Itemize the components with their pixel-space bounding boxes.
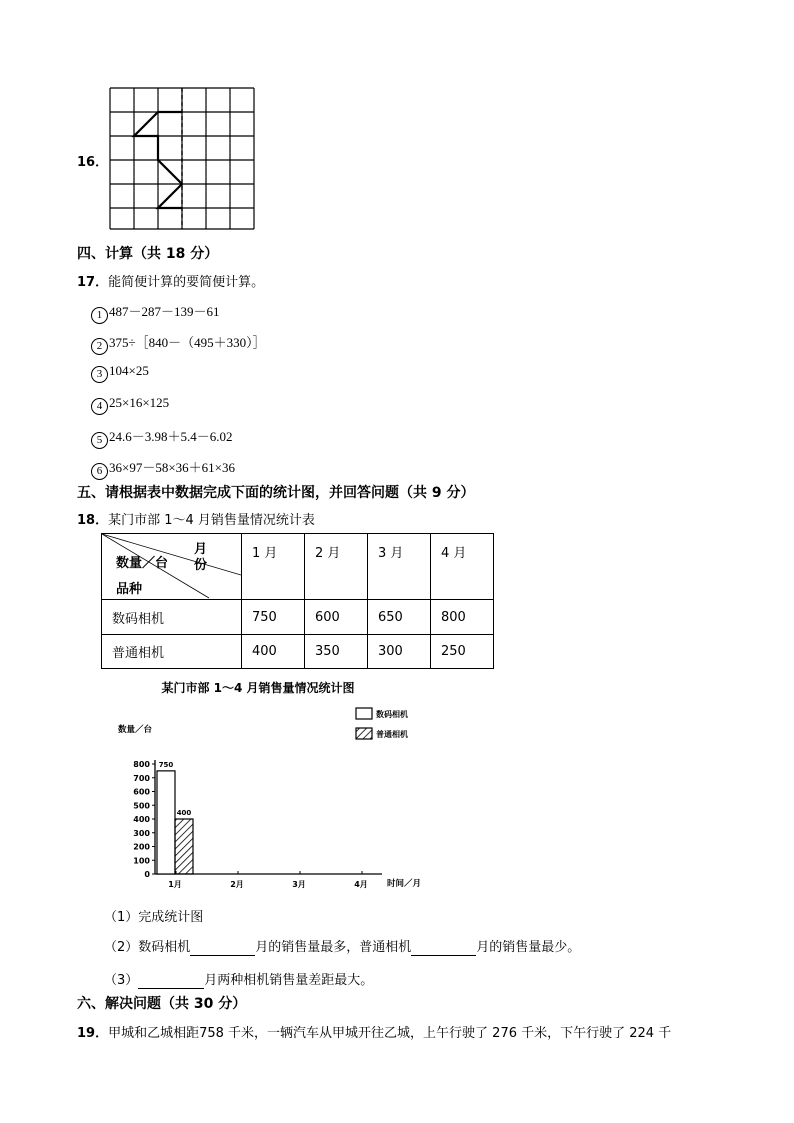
table-cell: 600 (305, 600, 368, 635)
header-quantity-label: 数量／台 (116, 556, 169, 571)
bar-data-label: 750 (158, 760, 174, 769)
bar-digital-1 (157, 771, 175, 874)
section-heading-5: 五、请根据表中数据完成下面的统计图，并回答问题（共 9 分） (77, 485, 475, 501)
calc-item-6 (91, 457, 235, 480)
bar-ordinary-1 (175, 819, 193, 874)
circled-number-3: 3 (91, 366, 108, 383)
calc-expression-1: 487－287－139－61 (109, 304, 220, 319)
table-cell: 750 (242, 600, 305, 635)
calc-expression-2: 375÷［840－（495＋330）］ (109, 335, 266, 350)
row-label-ordinary: 普通相机 (102, 635, 242, 669)
sub-question-2-part-b: 月的销售量最多，普通相机 (255, 940, 412, 955)
calc-item-4 (91, 395, 169, 415)
chart-title: 某门市部 1～4 月销售量情况统计图 (161, 681, 355, 695)
calc-item-1 (91, 301, 220, 324)
table-header-diagonal-cell (102, 534, 242, 600)
chart-y-axis-label: 数量／台 (118, 725, 153, 735)
circled-number-4: 4 (91, 398, 108, 415)
sub-question-2 (104, 936, 580, 956)
calc-expression-6: 36×97－58×36＋61×36 (109, 460, 235, 475)
question-18 (77, 509, 315, 528)
row-label-digital: 数码相机 (102, 600, 242, 635)
x-tick-label: 3月 (292, 880, 306, 889)
calc-item-5 (91, 426, 233, 449)
question-18-prompt: 某门市部 1～4 月销售量情况统计表 (108, 513, 315, 528)
x-tick-label: 1月 (168, 880, 182, 889)
question-17 (77, 271, 264, 290)
question-19-text: 甲城和乙城相距758 千米，一辆汽车从甲城开往乙城，上午行驶了 276 千米，下午行驶了 224 千 (108, 1026, 672, 1041)
month-header-1: 1 月 (242, 534, 305, 600)
y-tick-label: 700 (133, 773, 150, 783)
calc-item-2 (91, 332, 266, 355)
month-header-4: 4 月 (431, 534, 494, 600)
bar-data-label: 400 (176, 809, 192, 817)
calc-expression-5: 24.6－3.98＋5.4－6.02 (109, 429, 233, 444)
section-heading-4: 四、计算（共 18 分） (77, 246, 219, 262)
circled-number-5: 5 (91, 432, 108, 449)
question-number-16: 16． (77, 155, 109, 170)
circled-number-6: 6 (91, 463, 108, 480)
calc-expression-3: 104×25 (109, 363, 149, 378)
table-cell: 650 (368, 600, 431, 635)
circled-number-2: 2 (91, 338, 108, 355)
x-tick-label: 2月 (230, 880, 244, 889)
table-row (102, 600, 494, 635)
question-17-prompt: 能简便计算的要简便计算。 (108, 275, 265, 290)
answer-blank-1[interactable] (190, 940, 255, 956)
sub-question-1: （1）完成统计图 (104, 910, 204, 925)
circled-number-1: 1 (91, 307, 108, 324)
sub-question-2-part-c: 月的销售量最少。 (476, 940, 581, 955)
chart-bars (157, 761, 193, 874)
sub-question-3-part-b: 月两种相机销售量差距最大。 (204, 973, 374, 988)
x-tick-label: 4月 (354, 880, 368, 889)
month-header-3: 3 月 (368, 534, 431, 600)
sub-question-2-part-a: （2）数码相机 (104, 940, 191, 955)
table-row (102, 635, 494, 669)
y-tick-label: 500 (133, 801, 150, 811)
sales-table (101, 533, 494, 669)
y-tick-label: 100 (133, 856, 150, 866)
y-tick-label: 600 (133, 787, 150, 797)
y-tick-label: 200 (133, 842, 150, 852)
question-number-18: 18． (77, 513, 109, 528)
chart-x-axis-label: 时间／月 (387, 879, 422, 889)
y-tick-label: 400 (133, 815, 150, 824)
sub-question-3 (104, 969, 373, 989)
legend-label-1: 数码相机 (376, 710, 408, 719)
y-tick-label: 800 (133, 760, 150, 769)
table-cell: 250 (431, 635, 494, 669)
legend-swatch-2 (356, 728, 372, 739)
table-cell: 300 (368, 635, 431, 669)
calc-item-3 (91, 363, 149, 383)
calc-expression-4: 25×16×125 (109, 395, 170, 410)
question-number-19: 19． (77, 1026, 109, 1041)
table-cell: 350 (305, 635, 368, 669)
y-tick-label: 300 (133, 828, 150, 838)
sales-bar-chart (100, 676, 430, 894)
sub-question-3-part-a: （3） (104, 973, 139, 988)
question-19 (77, 1022, 671, 1041)
table-cell: 800 (431, 600, 494, 635)
symmetry-grid-figure (108, 86, 256, 231)
chart-legend (356, 708, 408, 739)
answer-blank-3[interactable] (138, 973, 204, 989)
answer-blank-2[interactable] (411, 940, 476, 956)
header-type-label: 品种 (116, 582, 143, 597)
header-month-label: 月 份 (194, 542, 208, 573)
legend-swatch-1 (356, 708, 372, 719)
table-cell: 400 (242, 635, 305, 669)
section-heading-6: 六、解决问题（共 30 分） (77, 996, 247, 1012)
legend-label-2: 普通相机 (376, 730, 408, 739)
question-number-17: 17． (77, 275, 109, 290)
month-header-2: 2 月 (305, 534, 368, 600)
y-tick-label: 0 (144, 870, 150, 879)
